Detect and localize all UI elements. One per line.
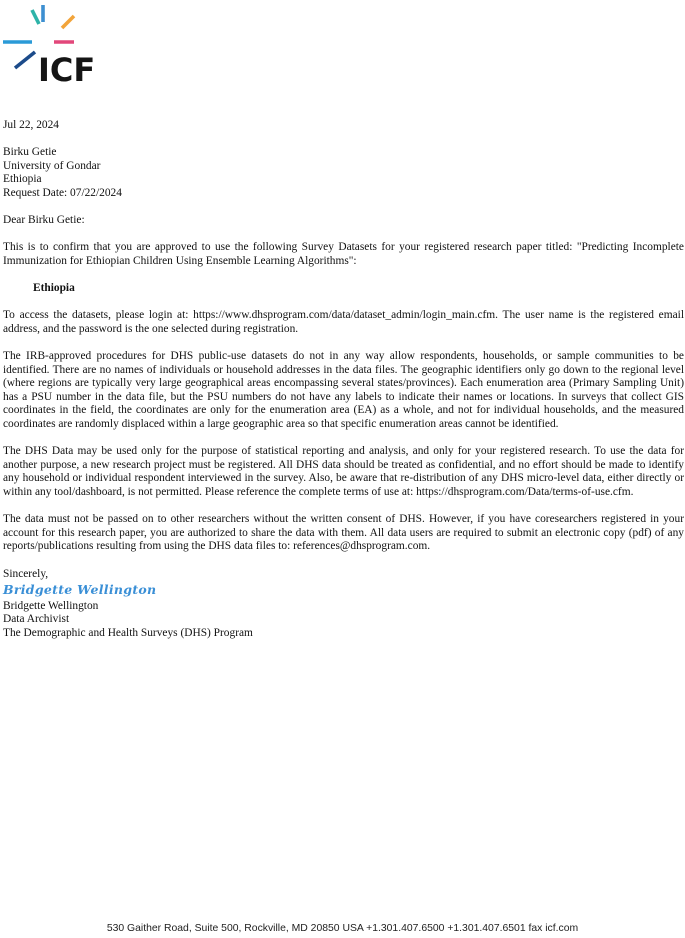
closing: Sincerely, — [3, 567, 49, 580]
irb-paragraph: The IRB-approved procedures for DHS public-use datasets do not in any way allow respondents, households, or sample communities to be identified. There are no names of individuals or household addresses in the data files. The geographic identifiers only go down to the regional level (where regions are typically very large geographical areas encompassing several states/provinces). Each enumeration area (Primary Sampling Unit) has a PSU number in the data file, but the PSU numbers do not have any labels to indicate their names or locations. In surveys that collect GIS coordinates in the field, the coordinates are only for the enumeration area (EA) as a whole, and not for individual households, and the measured coordinates are randomly displaced within a large geographic area so that specific enumeration areas cannot be identified. — [3, 350, 684, 431]
dataset-name: Ethiopia — [33, 282, 75, 295]
letter-date: Jul 22, 2024 — [3, 119, 60, 131]
request-date: Request Date: 07/22/2024 — [3, 186, 122, 199]
signature: Bridgette Wellington — [3, 582, 157, 598]
access-paragraph: To access the datasets, please login at: https://www.dhsprogram.com/data/dataset_admin/login_main.cfm. The user name is the registered email address, and the password is the one selected during registration. — [3, 309, 684, 335]
signer-title: Data Archivist — [3, 613, 70, 626]
icf-logo — [2, 2, 108, 82]
usage-paragraph: The DHS Data may be used only for the purpose of statistical reporting and analysis, and only for your registered research. To use the data for another purpose, a new research project must be registered. All DHS data should be treated as confidential, and no effort should be made to identify any household or individual respondent interviewed in the survey. Also, be aware that re-distribution of any DHS micro-level data, either directly or within any tool/dashboard, is not permitted. Please reference the complete terms of use at: https://dhsprogram.com/Data/terms-of-use.cfm. — [3, 445, 684, 499]
signer-name: Bridgette Wellington — [3, 599, 99, 612]
recipient-org: University of Gondar — [3, 159, 101, 172]
sharing-paragraph: The data must not be passed on to other researchers without the written consent of DHS. However, if you have coresearchers registered in your account for this research paper, you are authorized to share the data with them. All data users are required to submit an electronic copy (pdf) of any reports/publications resulting from using the DHS data files to: references@dhsprogram.com. — [3, 513, 684, 553]
logo-wordmark: ICF — [38, 51, 96, 82]
letter-body — [3, 119, 684, 641]
salutation: Dear Birku Getie: — [3, 214, 85, 227]
footer-address: 530 Gaither Road, Suite 500, Rockville, MD 20850 USA +1.301.407.6500 +1.301.407.6501 fax icf.com — [106, 923, 579, 934]
recipient-country: Ethiopia — [3, 173, 42, 186]
intro-paragraph: This is to confirm that you are approved to use the following Survey Datasets for your registered research paper titled: "Predicting Incomplete Immunization for Ethiopian Children Using Ensemble Learning Algorithms": — [3, 241, 684, 267]
recipient-name: Birku Getie — [3, 146, 57, 159]
signer-program: The Demographic and Health Surveys (DHS) Program — [3, 626, 253, 639]
